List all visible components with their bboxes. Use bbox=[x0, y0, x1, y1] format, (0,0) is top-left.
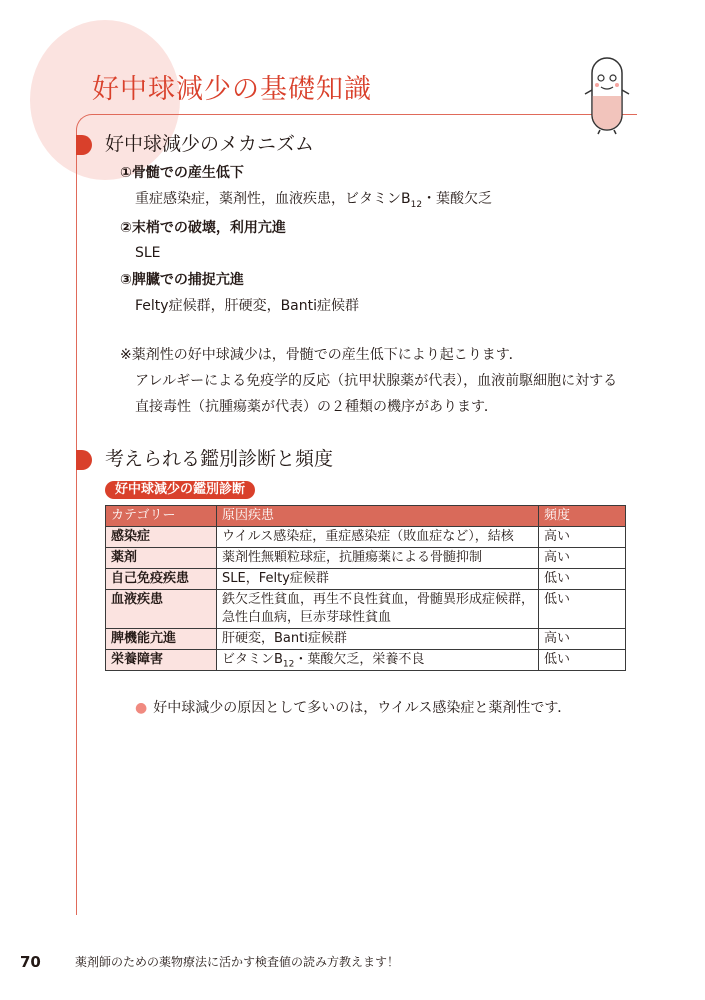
frequency-cell: 低い bbox=[539, 590, 626, 629]
category-cell: 血液疾患 bbox=[106, 590, 217, 629]
mechanism-text: Felty症候群，肝硬変，Banti症候群 bbox=[135, 298, 359, 314]
book-title-footer: 薬剤師のための薬物療法に活かす検査値の読み方教えます！ bbox=[75, 955, 400, 969]
note-line: 直接毒性（抗腫瘍薬が代表）の２種類の機序があります． bbox=[135, 399, 498, 415]
table-row bbox=[106, 569, 626, 590]
table-header-row bbox=[106, 506, 626, 527]
table-caption-badge: 好中球減少の鑑別診断 bbox=[105, 481, 255, 499]
mechanism-label: ②末梢での破壊，利用亢進 bbox=[120, 220, 286, 236]
category-cell: 脾機能亢進 bbox=[106, 629, 217, 650]
header-category: カテゴリー bbox=[106, 506, 217, 527]
cause-cell: ビタミン$B_{12}$・葉酸欠乏，栄養不良 bbox=[217, 650, 539, 671]
mechanism-text: 重症感染症，薬剤性，血液疾患，ビタミン$B_{12}$・葉酸欠乏 bbox=[135, 191, 493, 210]
frequency-cell: 高い bbox=[539, 629, 626, 650]
bullet-dot-icon: ● bbox=[135, 700, 148, 716]
note-line: ※薬剤性の好中球減少は，骨髄での産生低下により起こります． bbox=[120, 347, 523, 363]
cause-cell: SLE，Felty症候群 bbox=[217, 569, 539, 590]
section-heading-differential: 考えられる鑑別診断と頻度 bbox=[105, 448, 334, 470]
frequency-cell: 低い bbox=[539, 650, 626, 671]
differential-table bbox=[105, 505, 626, 671]
frequency-cell: 高い bbox=[539, 527, 626, 548]
note-line: アレルギーによる免疫学的反応（抗甲状腺薬が代表），血液前駆細胞に対する bbox=[135, 373, 618, 389]
summary-bullet: ● 好中球減少の原因として多いのは，ウイルス感染症と薬剤性です． bbox=[135, 700, 572, 716]
table-row bbox=[106, 629, 626, 650]
mechanism-text: SLE bbox=[135, 245, 161, 261]
mascot-capsule-icon bbox=[582, 56, 632, 136]
page-number: 70 bbox=[20, 953, 41, 971]
category-cell: 感染症 bbox=[106, 527, 217, 548]
cause-cell: 鉄欠乏性貧血，再生不良性貧血，骨髄異形成症候群， 急性白血病，巨赤芽球性貧血 bbox=[217, 590, 539, 629]
mechanism-label: ③脾臓での捕捉亢進 bbox=[120, 272, 244, 288]
category-cell: 薬剤 bbox=[106, 548, 217, 569]
header-cause: 原因疾患 bbox=[217, 506, 539, 527]
cause-cell: 肝硬変，Banti症候群 bbox=[217, 629, 539, 650]
frequency-cell: 高い bbox=[539, 548, 626, 569]
cause-cell: 薬剤性無顆粒球症，抗腫瘍薬による骨髄抑制 bbox=[217, 548, 539, 569]
section-heading-mechanism: 好中球減少のメカニズム bbox=[105, 133, 315, 155]
page-title: 好中球減少の基礎知識 bbox=[92, 74, 372, 105]
table-row bbox=[106, 650, 626, 671]
mechanism-label: ①骨髄での産生低下 bbox=[120, 165, 244, 181]
category-cell: 自己免疫疾患 bbox=[106, 569, 217, 590]
frequency-cell: 低い bbox=[539, 569, 626, 590]
cause-cell: ウイルス感染症，重症感染症（敗血症など），結核 bbox=[217, 527, 539, 548]
table-row bbox=[106, 548, 626, 569]
header-frequency: 頻度 bbox=[539, 506, 626, 527]
category-cell: 栄養障害 bbox=[106, 650, 217, 671]
table-row bbox=[106, 527, 626, 548]
table-row bbox=[106, 590, 626, 629]
